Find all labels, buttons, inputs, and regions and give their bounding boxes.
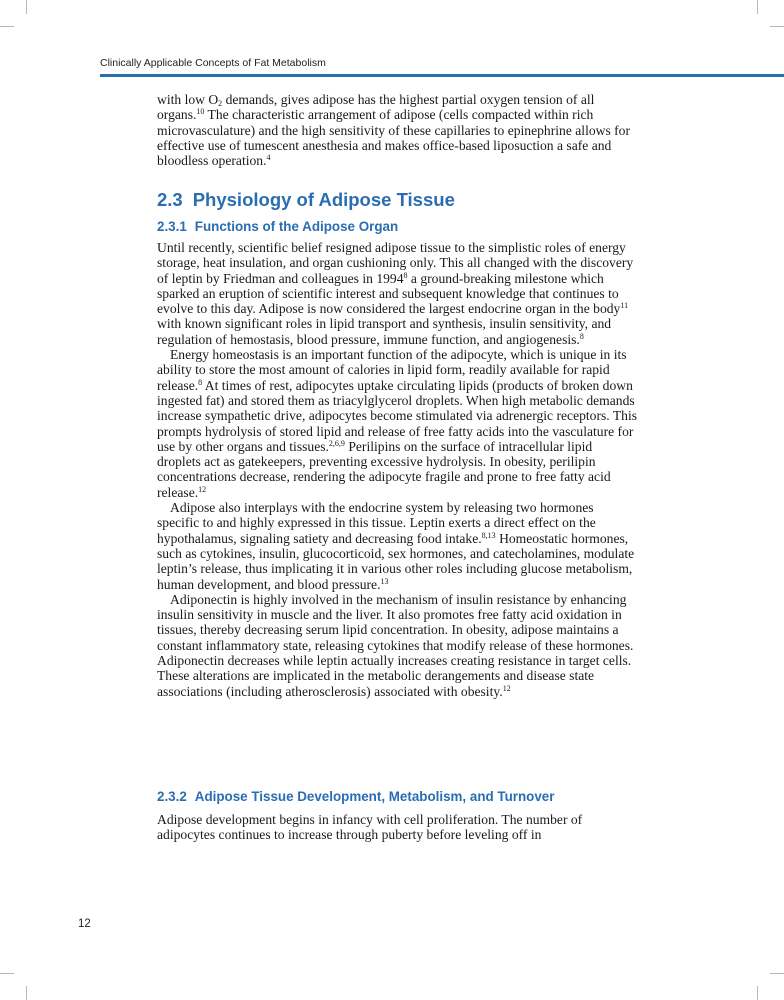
- citation: 13: [380, 576, 389, 586]
- paragraph: Adipose also interplays with the endocrine system by releasing two hormones specific to and highly expressed in this tissue. Leptin exerts a direct effect on the hypothalamus, signaling satiety and decreasing food intake.$^{8,13}$ Homeostatic hormones, such as cytokines, insulin, glucocorticoid, sex hormones, and catecholamines, modulate leptin’s release, thus implicating it in various other roles including glucose metabolism, human development, and blood pressure.$^{13}$: [157, 500, 635, 592]
- intro-block: [157, 92, 637, 168]
- subsection-number: 2.3.1: [157, 219, 187, 234]
- subsection-number: 2.3.2: [157, 789, 187, 804]
- citation: 8: [579, 331, 584, 341]
- paragraph: Adipose development begins in infancy with cell proliferation. The number of adipocytes continues to increase through puberty before leveling off in: [157, 812, 583, 843]
- crop-mark-bottom-left-v: [26, 986, 27, 1000]
- subsection-heading-2-3-1: [157, 219, 398, 234]
- subsection-title: Functions of the Adipose Organ: [194, 219, 399, 234]
- section-heading-2-3: [157, 189, 455, 211]
- page-number: 12: [78, 918, 91, 930]
- intro-paragraph: with low $O_2$ demands, gives adipose has the highest partial oxygen tension of all organs.$^{10}$ The characteristic arrangement of adipose (cells compacted within rich microvasculature) and the high sensitivity of these capillaries to epinephrine allows for effective use of tumescent anesthesia and makes office-based liposuction a safe and bloodless operation.$^4$: [157, 92, 630, 169]
- citation: 4: [266, 153, 271, 163]
- section-number: 2.3: [157, 189, 183, 210]
- citation: 12: [198, 484, 207, 494]
- crop-mark-top-right-v: [757, 0, 758, 14]
- running-header: Clinically Applicable Concepts of Fat Metabolism: [100, 57, 326, 69]
- citation: 12: [502, 683, 511, 693]
- citation: 2,6,9: [328, 438, 345, 448]
- crop-mark-bottom-right-h: [770, 973, 784, 974]
- subsection-heading-2-3-2: [157, 789, 554, 804]
- citation: 8: [198, 377, 203, 387]
- paragraph: Energy homeostasis is an important function of the adipocyte, which is unique in its ability to store the most amount of calories in lipid form, readily available for rapid release.$^8$ At times of rest, adipocytes uptake circulating lipids (products of broken down ingested fat) and stored them as triacylglycerol droplets. When high metabolic demands increase sympathetic drive, adipocytes become stimulated via adrenergic receptors. This prompts hydrolysis of stored lipid and release of free fatty acids into the vasculature for use by other organs and tissues.$^{2,6,9}$ Perilipins on the surface of intracellular lipid droplets act as gatekeepers, preventing excessive hydrolysis. In obesity, perilipin concentrations decrease, rendering the adipocyte fragile and prone to free fatty acid release.$^{12}$: [157, 347, 638, 500]
- citation: 11: [620, 301, 629, 311]
- section-title: Physiology of Adipose Tissue: [192, 189, 455, 210]
- subsection-title: Adipose Tissue Development, Metabolism, and Turnover: [194, 789, 555, 804]
- paragraph: Adiponectin is highly involved in the mechanism of insulin resistance by enhancing insulin sensitivity in muscle and the liver. It also promotes free fatty acid oxidation in tissues, thereby decreasing serum lipid concentration. In obesity, adipose maintains a constant inflammatory state, releasing cytokines that modify release of these hormones. Adiponectin decreases while leptin actually increases creating resistance in target cells. These alterations are implicated in the metabolic derangements and disease state associations (including atherosclerosis) associated with obesity.$^{12}$: [157, 591, 634, 699]
- header-rule: [100, 74, 784, 77]
- citation: 8: [403, 270, 408, 280]
- citation: 10: [196, 107, 205, 117]
- crop-mark-top-left-v: [26, 0, 27, 14]
- section-2-3-1-body: [157, 240, 637, 699]
- citation: 8,13: [481, 530, 496, 540]
- crop-mark-top-right-h: [770, 26, 784, 27]
- subscript: 2: [218, 99, 223, 108]
- crop-mark-bottom-left-h: [0, 973, 14, 974]
- crop-mark-top-left-h: [0, 26, 14, 27]
- paragraph: Until recently, scientific belief resigned adipose tissue to the simplistic roles of energy storage, heat insulation, and organ cushioning only. This all changed with the discovery of leptin by Friedman and colleagues in 1994$^8$ a ground-breaking milestone which sparked an eruption of scientific interest and subsequent knowledge that continues to evolve to this day. Adipose is now considered the largest endocrine organ in the body$^{11}$ with known significant roles in lipid transport and synthesis, insulin sensitivity, and regulation of hemostasis, blood pressure, immune function, and angiogenesis.$^8$: [157, 240, 634, 347]
- crop-mark-bottom-right-v: [757, 986, 758, 1000]
- section-2-3-2-body: [157, 812, 637, 843]
